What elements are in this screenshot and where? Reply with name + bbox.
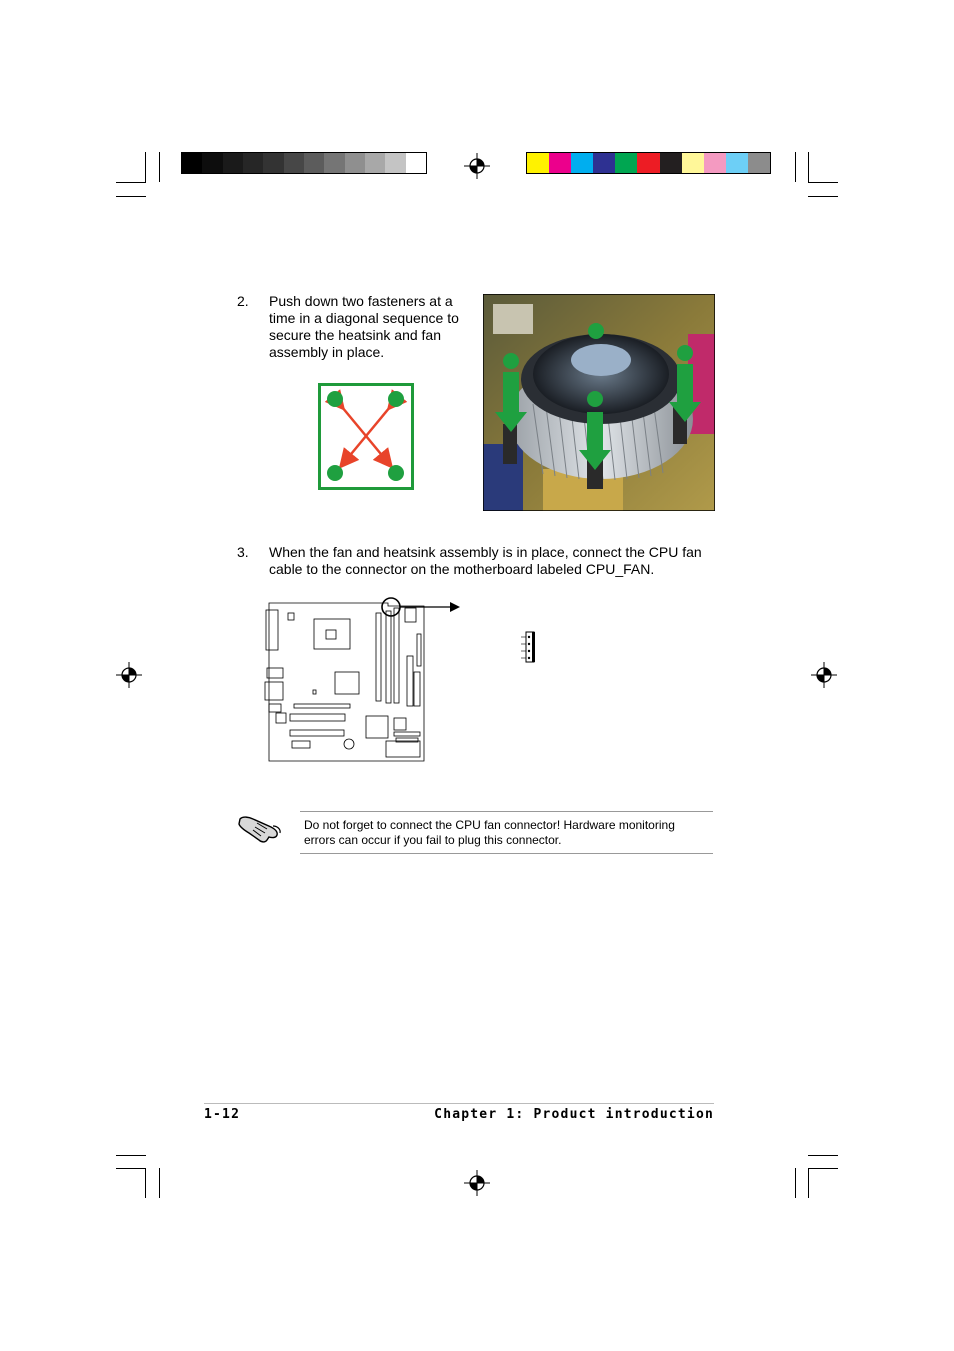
- color-swatch-9: [726, 153, 748, 173]
- registration-target-icon: [464, 1170, 490, 1196]
- motherboard-layout-diagram: [262, 596, 468, 766]
- color-swatch-0: [527, 153, 549, 173]
- step-instruction: Push down two fasteners at a time in a diagonal sequence to secure the heatsink and fan assembly in place.: [269, 293, 459, 360]
- grayscale-swatch-0: [182, 153, 202, 173]
- grayscale-swatch-bar: [181, 152, 427, 174]
- grayscale-swatch-4: [263, 153, 283, 173]
- note-top-divider: [300, 811, 713, 812]
- footer-divider: [204, 1103, 714, 1104]
- grayscale-swatch-2: [223, 153, 243, 173]
- grayscale-swatch-9: [365, 153, 385, 173]
- note-bottom-divider: [300, 853, 713, 854]
- cpu-fan-connector-icon: [520, 630, 540, 664]
- color-swatch-bar: [526, 152, 771, 174]
- grayscale-swatch-8: [345, 153, 365, 173]
- color-swatch-4: [615, 153, 637, 173]
- step-number: 3.: [237, 544, 249, 560]
- grayscale-swatch-5: [284, 153, 304, 173]
- color-swatch-1: [549, 153, 571, 173]
- heatsink-fan-photo: [483, 294, 715, 511]
- color-swatch-2: [571, 153, 593, 173]
- chapter-title: Chapter 1: Product introduction: [434, 1107, 714, 1122]
- grayscale-swatch-6: [304, 153, 324, 173]
- note-hand-icon: [237, 809, 283, 845]
- registration-target-icon: [464, 153, 490, 179]
- color-swatch-3: [593, 153, 615, 173]
- registration-target-icon: [116, 662, 142, 688]
- grayscale-swatch-11: [406, 153, 426, 173]
- color-swatch-10: [748, 153, 770, 173]
- page-number: 1-12: [204, 1107, 241, 1122]
- grayscale-swatch-3: [243, 153, 263, 173]
- grayscale-swatch-7: [324, 153, 344, 173]
- color-swatch-6: [660, 153, 682, 173]
- grayscale-swatch-10: [385, 153, 405, 173]
- color-swatch-5: [637, 153, 659, 173]
- note-text: Do not forget to connect the CPU fan connector! Hardware monitoring errors can occur if you fail to plug this connector.: [304, 818, 675, 847]
- step-instruction: When the fan and heatsink assembly is in place, connect the CPU fan cable to the connector on the motherboard labeled CPU_FAN.: [269, 544, 702, 577]
- step-number: 2.: [237, 293, 249, 309]
- grayscale-swatch-1: [202, 153, 222, 173]
- color-swatch-8: [704, 153, 726, 173]
- color-swatch-7: [682, 153, 704, 173]
- diagonal-sequence-diagram: [318, 383, 414, 490]
- registration-target-icon: [811, 662, 837, 688]
